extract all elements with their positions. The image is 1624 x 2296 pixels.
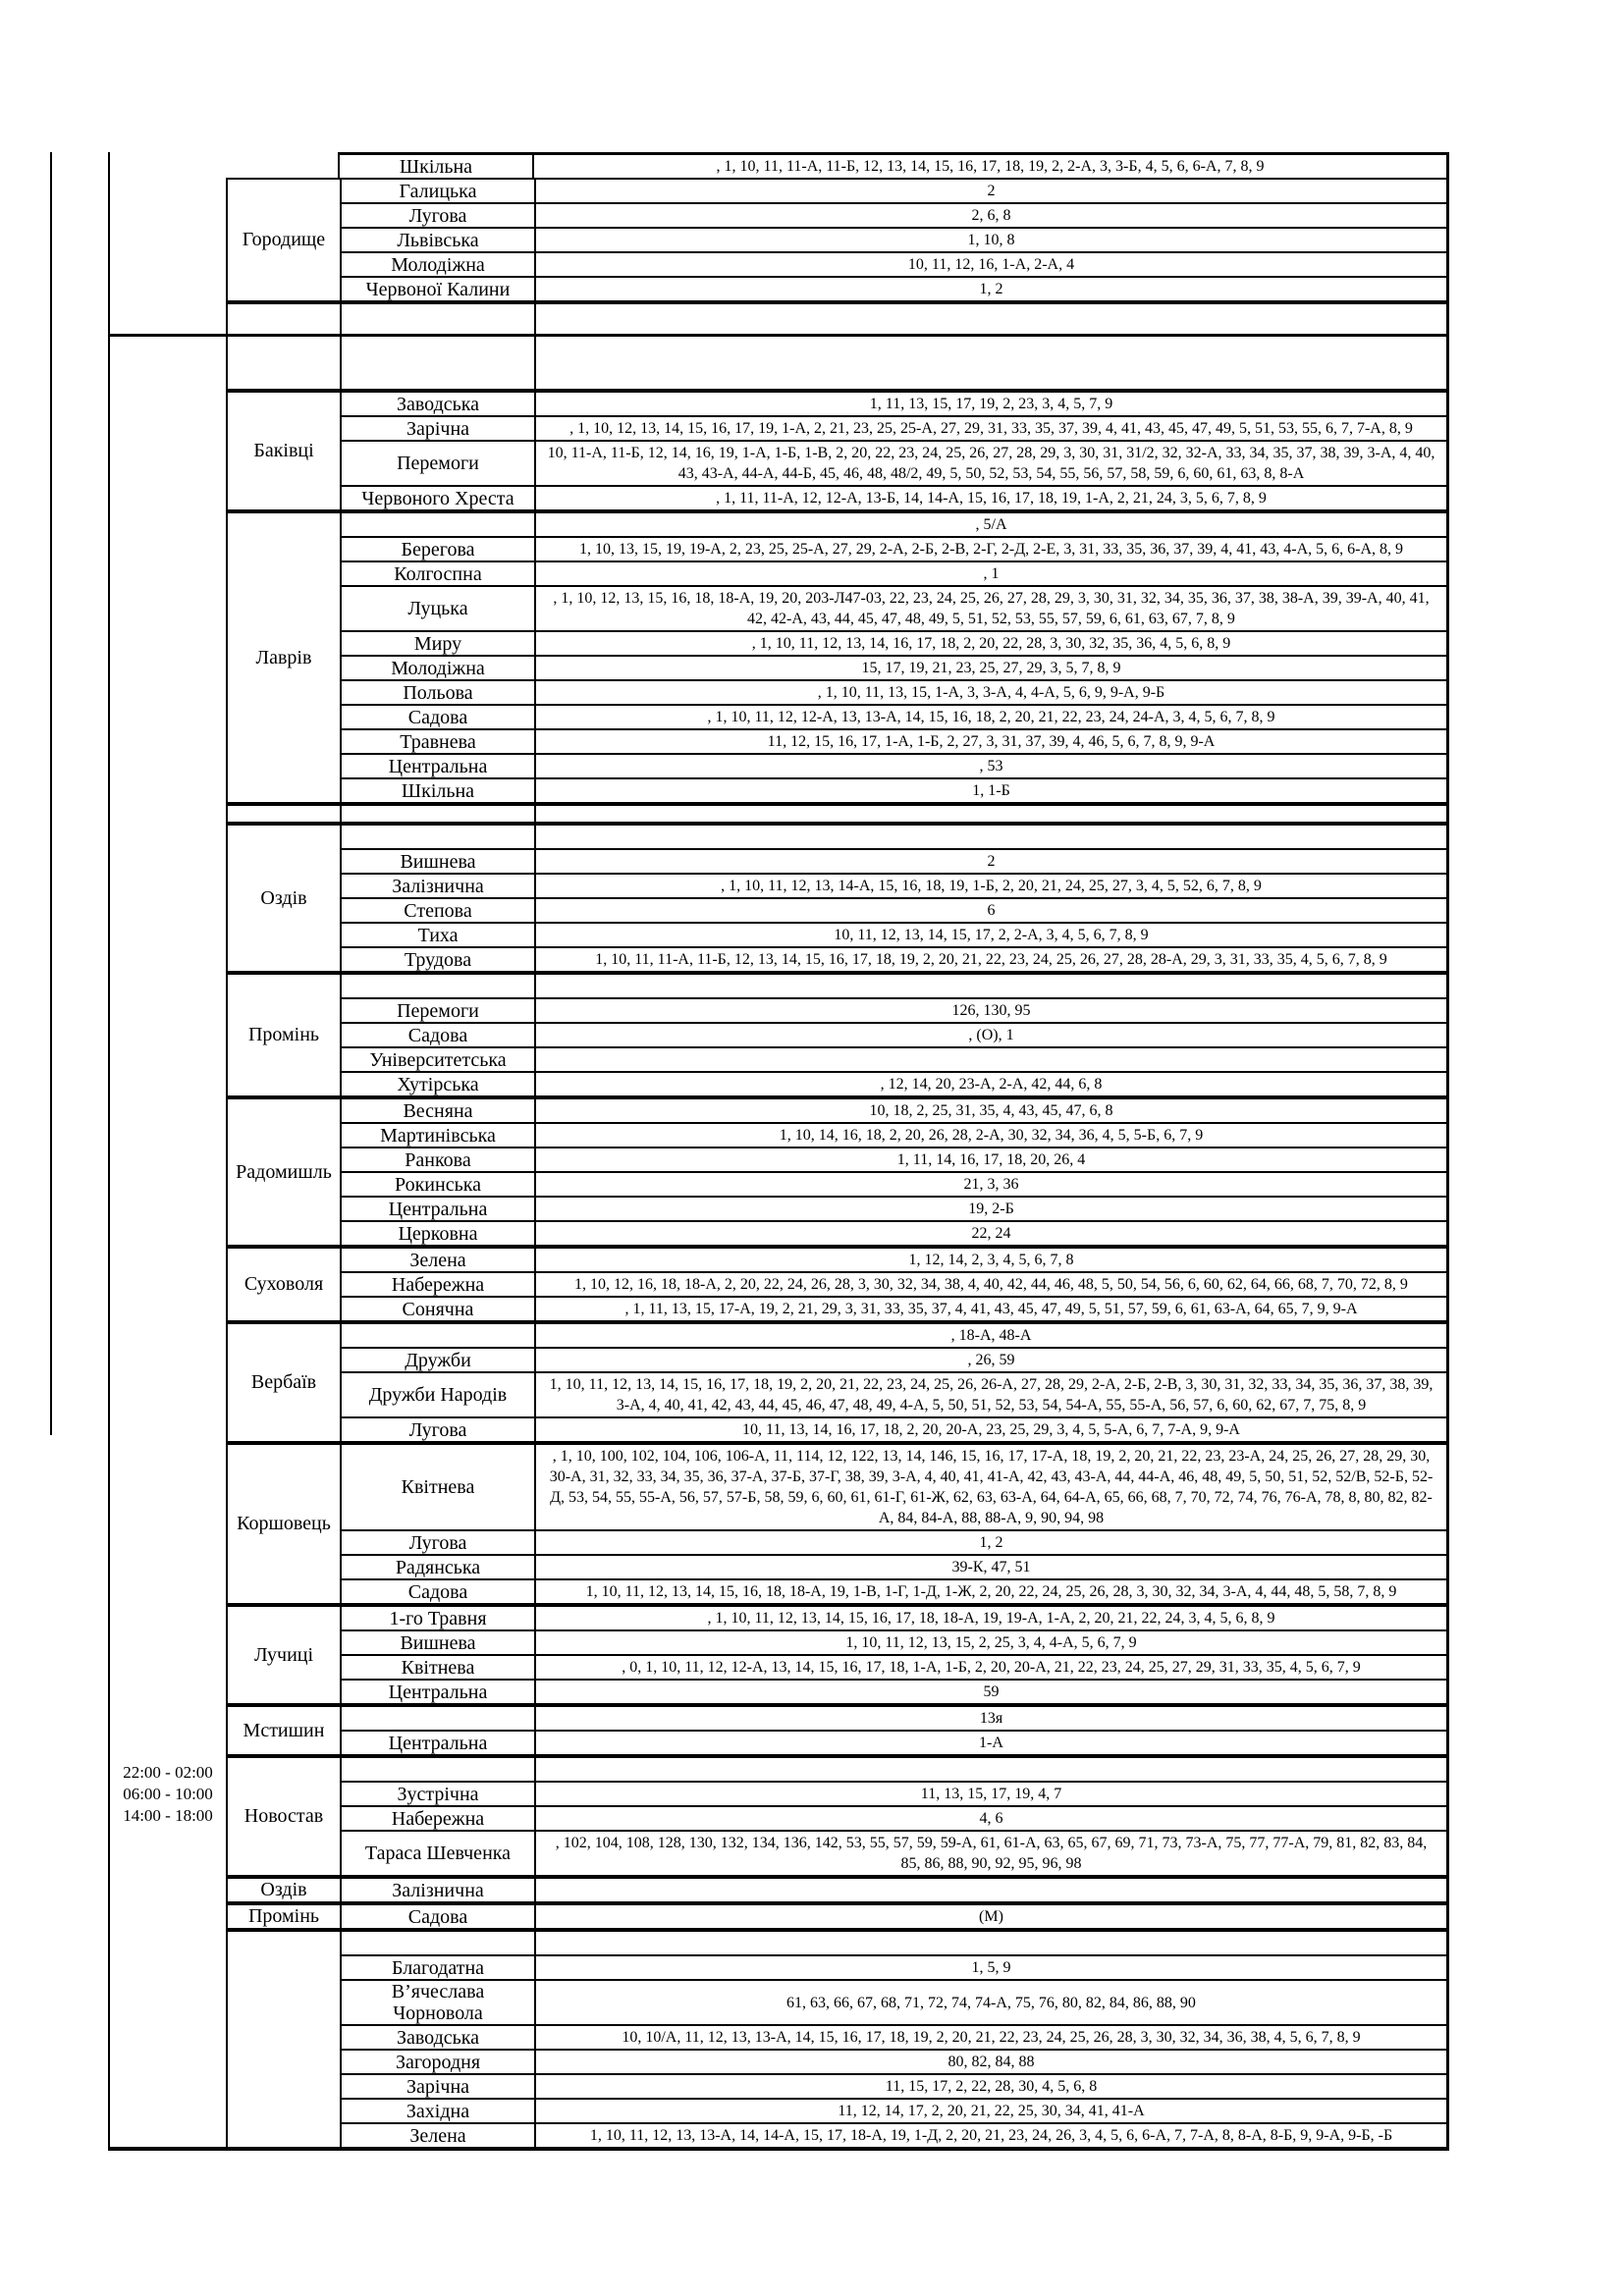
house-numbers-cell: 1, 10, 14, 16, 18, 2, 20, 26, 28, 2-А, 30, 32, 34, 36, 4, 5, 5-Б, 6, 7, 9	[779, 1127, 1204, 1144]
street-rows	[340, 152, 1446, 178]
house-numbers-cell: 2	[987, 183, 996, 199]
street-cell: Зустрічна	[342, 1783, 536, 1805]
street-cell: Дружби	[342, 1349, 536, 1371]
street-cell: Миру	[342, 632, 536, 655]
table-row	[342, 1981, 1446, 2026]
table-row	[342, 1073, 1446, 1095]
street-rows	[342, 806, 1446, 822]
table-row	[342, 681, 1446, 706]
table-row	[342, 417, 1446, 442]
street-rows	[342, 1879, 1446, 1901]
house-numbers-cell: 1, 10, 11, 12, 13, 14, 15, 16, 18, 18-А, 19, 1-В, 1-Г, 1-Д, 1-Ж, 2, 20, 22, 24, 25, 26, 28, 3, 30, 32, 34, 3-А, 4, 44, 48, 5, 58, 7, 8, 9	[585, 1583, 1397, 1600]
house-numbers-cell	[536, 1879, 1446, 1901]
street-rows	[342, 393, 1446, 509]
house-numbers-cell: , 1, 10, 100, 102, 104, 106, 106-А, 11, 114, 12, 122, 13, 14, 146, 15, 16, 17, 17-А, 18, 19, 2, 20, 21, 22, 23, 23-А, 24, 25, 26, 27, 28, 29, 30, 30-А, 31, 32, 33, 34, 35, 36, 37-А, 37-Б, 37-Г, 38, 39, 3-А, 4, 40, 41, 41-А, 42, 43, 43-А, 44, 44-А, 46, 48, 49, 5, 50, 51, 52, 52/В, 52-Б, 52-Д, 53, 54, 55, 55-А, 56, 57, 57-Б, 58, 59, 6, 60, 61, 61-Г, 61-Ж, 62, 63, 63-А, 64, 64-А, 65, 66, 68, 7, 70, 72, 74, 76, 76-А, 78, 8, 80, 82, 82-А, 84, 84-А, 88, 88-А, 9, 90, 94, 98	[549, 1448, 1434, 1526]
street-cell	[342, 826, 536, 848]
street-rows	[342, 180, 1446, 300]
house-numbers-cell: 11, 12, 15, 16, 17, 1-А, 1-Б, 2, 27, 3, 31, 37, 39, 4, 46, 5, 6, 7, 8, 9, 9-А	[767, 733, 1216, 750]
table-row	[342, 1222, 1446, 1245]
street-cell: Зарічна	[342, 417, 536, 440]
village-section	[226, 826, 1446, 975]
house-numbers-cell: 1, 10, 12, 16, 18, 18-А, 2, 20, 22, 24, 26, 28, 3, 30, 32, 34, 38, 4, 40, 42, 44, 46, 48, 5, 50, 54, 56, 6, 60, 62, 64, 66, 68, 7, 70, 72, 8, 9	[574, 1276, 1408, 1293]
house-numbers-cell: 21, 3, 36	[963, 1176, 1019, 1193]
street-cell: Львівська	[342, 229, 536, 251]
house-numbers-cell: , 12, 14, 20, 23-А, 2-А, 42, 44, 6, 8	[880, 1076, 1103, 1093]
house-numbers-cell: 1-А	[979, 1735, 1003, 1751]
village-section	[226, 1707, 1446, 1758]
table-row	[342, 1832, 1446, 1875]
house-numbers-cell: 22, 24	[971, 1225, 1011, 1242]
table-row	[342, 730, 1446, 755]
table-row	[342, 948, 1446, 971]
table-row	[342, 1249, 1446, 1273]
street-cell: Центральна	[342, 1198, 536, 1220]
time-slot-label: 22:00 - 02:00	[123, 1763, 213, 1782]
table-row	[342, 1099, 1446, 1124]
house-numbers-cell: 10, 11, 13, 14, 16, 17, 18, 2, 20, 20-А, 23, 25, 29, 3, 4, 5, 5-А, 6, 7, 7-А, 9, 9-А	[742, 1421, 1240, 1438]
street-rows	[342, 1249, 1446, 1320]
house-numbers-cell: 1, 10, 11, 12, 13, 14, 15, 16, 17, 18, 19, 2, 20, 21, 22, 23, 24, 25, 26, 26-А, 27, 28, 29, 2-А, 2-Б, 2-В, 3, 30, 31, 32, 33, 34, 35, 36, 37, 38, 39, 3-А, 4, 40, 41, 42, 43, 44, 45, 46, 47, 48, 49, 4-А, 5, 50, 51, 52, 53, 54, 54-А, 55, 55-А, 56, 57, 6, 60, 62, 67, 7, 75, 8, 9	[549, 1376, 1434, 1414]
street-cell: Благодатна	[342, 1956, 536, 1979]
street-cell: Вишнева	[342, 850, 536, 873]
street-cell: Садова	[342, 1905, 536, 1928]
left-column-border	[50, 152, 52, 1435]
village-cell	[226, 152, 340, 178]
street-cell: Колгоспна	[342, 562, 536, 585]
house-numbers-cell: , 1	[983, 565, 1000, 582]
street-cell	[342, 513, 536, 536]
village-section	[226, 180, 1446, 304]
street-cell: 1-го Травня	[342, 1607, 536, 1629]
house-numbers-cell: 1, 10, 13, 15, 19, 19-А, 2, 23, 25, 25-А, 27, 29, 2-А, 2-Б, 2-В, 2-Г, 2-Д, 2-Е, 3, 31, 33, 35, 36, 37, 39, 4, 41, 43, 4-А, 5, 6, 6-А, 8, 9	[578, 541, 1404, 558]
village-section	[226, 304, 1446, 393]
street-cell: Центральна	[342, 755, 536, 777]
street-rows	[342, 1445, 1446, 1603]
table-row	[342, 1707, 1446, 1732]
table-row	[342, 1048, 1446, 1073]
house-numbers-cell: 1, 10, 11, 11-А, 11-Б, 12, 13, 14, 15, 16, 17, 18, 19, 2, 20, 21, 22, 23, 24, 25, 26, 27, 28, 28-А, 29, 3, 31, 33, 35, 4, 5, 6, 7, 8, 9	[595, 951, 1387, 968]
table-row	[342, 850, 1446, 875]
table-row	[342, 204, 1446, 229]
table-row	[342, 1148, 1446, 1173]
street-cell: Польова	[342, 681, 536, 704]
house-numbers-cell: , 1, 10, 11, 11-А, 11-Б, 12, 13, 14, 15, 16, 17, 18, 19, 2, 2-А, 3, 3-Б, 4, 5, 6, 6-А, 7, 8, 9	[534, 152, 1446, 178]
house-numbers-cell: 11, 12, 14, 17, 2, 20, 21, 22, 25, 30, 34, 41, 41-А	[838, 2103, 1145, 2119]
house-numbers-cell: 1, 11, 13, 15, 17, 19, 2, 23, 3, 4, 5, 7, 9	[869, 396, 1113, 412]
house-numbers-cell	[536, 304, 1446, 389]
street-cell: Травнева	[342, 730, 536, 753]
table-row	[342, 1807, 1446, 1832]
street-cell: Садова	[342, 1024, 536, 1046]
time-slot-label: 06:00 - 10:00	[123, 1785, 213, 1803]
street-cell	[342, 1707, 536, 1730]
table-row	[342, 1783, 1446, 1807]
house-numbers-cell: 1, 10, 11, 12, 13, 15, 2, 25, 3, 4, 4-А, 5, 6, 7, 9	[845, 1634, 1137, 1651]
street-cell: Центральна	[342, 1681, 536, 1703]
street-cell	[342, 1324, 536, 1347]
table-row	[342, 1124, 1446, 1148]
street-cell: Степова	[342, 899, 536, 922]
house-numbers-cell	[536, 1932, 1446, 1954]
street-rows	[342, 1758, 1446, 1875]
table-row	[342, 180, 1446, 204]
table-row	[342, 1173, 1446, 1198]
house-numbers-cell	[536, 806, 1446, 822]
time-slot-column	[110, 152, 226, 2147]
street-cell: Зелена	[342, 2124, 536, 2147]
table-row	[342, 1556, 1446, 1580]
street-cell: Сонячна	[342, 1298, 536, 1320]
table-row	[342, 755, 1446, 779]
village-cell: Оздів	[226, 1879, 342, 1901]
house-numbers-cell: 4, 6	[979, 1810, 1003, 1827]
table-row	[342, 513, 1446, 538]
house-numbers-cell: , 1, 10, 11, 12, 12-А, 13, 13-А, 14, 15, 16, 18, 2, 20, 21, 22, 23, 24, 24-А, 3, 4, 5, 6, 7, 8, 9	[707, 709, 1275, 725]
table-row	[342, 1198, 1446, 1222]
house-numbers-cell: , 1, 11, 11-А, 12, 12-А, 13-Б, 14, 14-А, 15, 16, 17, 18, 19, 1-А, 2, 21, 24, 3, 5, 6, 7, 8, 9	[716, 490, 1267, 507]
street-cell: Квітнева	[342, 1445, 536, 1529]
table-row	[342, 2075, 1446, 2100]
time-group-divider	[110, 334, 1446, 337]
table-row	[342, 2051, 1446, 2075]
village-cell: Лучиці	[226, 1607, 342, 1703]
village-section	[226, 1758, 1446, 1879]
table-row	[342, 1758, 1446, 1783]
house-numbers-cell: 1, 5, 9	[971, 1959, 1011, 1976]
village-cell: Промінь	[226, 1905, 342, 1928]
time-slot-cell	[110, 1762, 226, 1827]
table-row	[342, 899, 1446, 924]
street-rows	[342, 1707, 1446, 1754]
street-cell	[342, 1932, 536, 1954]
street-cell: Мартинівська	[342, 1124, 536, 1147]
table-row	[342, 1349, 1446, 1373]
table-row	[342, 826, 1446, 850]
table-row	[342, 229, 1446, 253]
street-rows	[342, 1099, 1446, 1245]
house-numbers-cell: 1, 11, 14, 16, 17, 18, 20, 26, 4	[896, 1151, 1086, 1168]
outage-schedule-table	[108, 152, 1449, 2151]
street-cell: Центральна	[342, 1732, 536, 1754]
table-row	[342, 1418, 1446, 1441]
street-cell: Шкільна	[342, 779, 536, 802]
table-row	[342, 1956, 1446, 1981]
table-row	[342, 1681, 1446, 1703]
village-cell: Радомишль	[226, 1099, 342, 1245]
house-numbers-cell: 15, 17, 19, 21, 23, 25, 27, 29, 3, 5, 7, 8, 9	[861, 660, 1121, 676]
house-numbers-cell: 1, 10, 8	[967, 232, 1015, 248]
table-row	[342, 632, 1446, 657]
street-cell: Набережна	[342, 1807, 536, 1830]
street-cell: Церковна	[342, 1222, 536, 1245]
street-cell: Зарічна	[342, 2075, 536, 2098]
house-numbers-cell: 10, 11, 12, 16, 1-А, 2-А, 4	[907, 256, 1075, 273]
street-cell: Лугова	[342, 204, 536, 227]
table-row	[342, 1932, 1446, 1956]
street-cell: Червоної Калини	[342, 278, 536, 300]
table-row	[342, 924, 1446, 948]
house-numbers-cell: 2	[987, 853, 996, 870]
street-cell: Перемоги	[342, 999, 536, 1022]
street-cell: Дружби Народів	[342, 1373, 536, 1416]
table-row	[342, 999, 1446, 1024]
village-section	[226, 1932, 1446, 2147]
street-cell: Заводська	[342, 393, 536, 415]
table-row	[342, 1298, 1446, 1320]
street-cell: Садова	[342, 1580, 536, 1603]
street-rows	[342, 304, 1446, 389]
table-row	[342, 706, 1446, 730]
house-numbers-cell: (М)	[979, 1908, 1003, 1925]
house-numbers-cell: 80, 82, 84, 88	[947, 2054, 1035, 2070]
street-cell	[342, 304, 536, 389]
village-section	[226, 152, 1446, 180]
street-cell: Хутірська	[342, 1073, 536, 1095]
table-row	[342, 975, 1446, 999]
house-numbers-cell	[536, 1048, 1446, 1071]
house-numbers-cell: 10, 10/А, 11, 12, 13, 13-А, 14, 15, 16, 17, 18, 19, 2, 20, 21, 22, 23, 24, 25, 26, 28, 3, 30, 32, 34, 36, 38, 4, 5, 6, 7, 8, 9	[622, 2029, 1361, 2046]
house-numbers-cell: 11, 13, 15, 17, 19, 4, 7	[920, 1786, 1062, 1802]
table-row	[342, 1656, 1446, 1681]
table-row	[342, 304, 1446, 389]
table-row	[342, 2026, 1446, 2051]
village-cell: Мстишин	[226, 1707, 342, 1754]
street-cell: Трудова	[342, 948, 536, 971]
table-row	[342, 562, 1446, 587]
street-cell: Шкільна	[340, 152, 534, 178]
house-numbers-cell: , 0, 1, 10, 11, 12, 12-А, 13, 14, 15, 16, 17, 18, 1-А, 1-Б, 2, 20, 20-А, 21, 22, 23, 24, 25, 27, 29, 31, 33, 35, 4, 5, 6, 7, 9	[622, 1659, 1361, 1676]
house-numbers-cell: , 1, 10, 11, 12, 13, 14-А, 15, 16, 18, 19, 1-Б, 2, 20, 21, 24, 25, 27, 3, 4, 5, 52, 6, 7, 8, 9	[721, 878, 1262, 894]
street-rows	[342, 1324, 1446, 1441]
street-cell: Західна	[342, 2100, 536, 2122]
house-numbers-cell: 39-К, 47, 51	[951, 1559, 1031, 1575]
house-numbers-cell	[536, 975, 1446, 997]
house-numbers-cell: , 1, 10, 12, 13, 14, 15, 16, 17, 19, 1-А, 2, 21, 23, 25, 25-А, 27, 29, 31, 33, 35, 37, 39, 4, 41, 43, 45, 47, 49, 5, 51, 53, 55, 6, 7, 7-А, 8, 9	[569, 420, 1413, 437]
street-cell: Молодіжна	[342, 657, 536, 679]
table-row	[342, 1631, 1446, 1656]
house-numbers-cell: 10, 18, 2, 25, 31, 35, 4, 43, 45, 47, 6, 8	[869, 1102, 1113, 1119]
table-row	[340, 152, 1446, 178]
village-cell: Лаврів	[226, 513, 342, 802]
house-numbers-cell	[536, 826, 1446, 848]
street-cell: Тараса Шевченка	[342, 1832, 536, 1875]
table-row	[342, 587, 1446, 632]
table-row	[342, 779, 1446, 802]
street-rows	[342, 513, 1446, 802]
street-cell: Залізнична	[342, 1879, 536, 1901]
table-row	[342, 442, 1446, 487]
house-numbers-cell: , 5/А	[975, 516, 1007, 533]
street-cell: В’ячеслава Чорновола	[342, 1981, 536, 2024]
house-numbers-cell: 10, 11, 12, 13, 14, 15, 17, 2, 2-А, 3, 4, 5, 6, 7, 8, 9	[834, 927, 1149, 943]
street-rows	[342, 975, 1446, 1095]
street-cell: Вишнева	[342, 1631, 536, 1654]
street-cell: Галицька	[342, 180, 536, 202]
table-row	[342, 1373, 1446, 1418]
table-row	[342, 278, 1446, 300]
street-rows	[342, 1607, 1446, 1703]
table-row	[342, 538, 1446, 562]
house-numbers-cell: 13я	[979, 1710, 1003, 1727]
house-numbers-cell: 59	[983, 1683, 1000, 1700]
table-row	[342, 1445, 1446, 1531]
table-sections	[226, 152, 1446, 2147]
house-numbers-cell: , 1, 10, 11, 12, 13, 14, 15, 16, 17, 18, 18-А, 19, 19-А, 1-А, 2, 20, 21, 22, 24, 3, 4, 5, 6, 8, 9	[707, 1610, 1275, 1627]
house-numbers-cell: 1, 2	[979, 281, 1003, 297]
time-slot-label: 14:00 - 18:00	[123, 1806, 213, 1825]
street-cell: Перемоги	[342, 442, 536, 485]
street-cell: Заводська	[342, 2026, 536, 2049]
street-cell	[342, 806, 536, 822]
table-row	[342, 806, 1446, 822]
house-numbers-cell: , (О), 1	[968, 1027, 1014, 1043]
street-cell: Набережна	[342, 1273, 536, 1296]
street-cell: Садова	[342, 706, 536, 728]
village-cell: Коршовець	[226, 1445, 342, 1603]
house-numbers-cell: 1, 1-Б	[972, 782, 1010, 799]
house-numbers-cell: , 1, 10, 12, 13, 15, 16, 18, 18-А, 19, 20, 203-Л47-03, 22, 23, 24, 25, 26, 27, 28, 29, 3, 30, 31, 32, 34, 35, 36, 37, 38, 38-А, 39, 39-А, 40, 41, 42, 42-А, 43, 44, 45, 47, 48, 49, 5, 51, 52, 53, 55, 57, 59, 6, 61, 63, 67, 7, 8, 9	[553, 590, 1430, 627]
house-numbers-cell: 61, 63, 66, 67, 68, 71, 72, 74, 74-А, 75, 76, 80, 82, 84, 86, 88, 90	[786, 1994, 1196, 2011]
village-section	[226, 1324, 1446, 1445]
street-cell: Луцька	[342, 587, 536, 630]
street-cell: Зелена	[342, 1249, 536, 1271]
table-row	[342, 487, 1446, 509]
house-numbers-cell: , 102, 104, 108, 128, 130, 132, 134, 136, 142, 53, 55, 57, 59, 59-А, 61, 61-А, 63, 65, 67, 69, 71, 73, 73-А, 75, 77, 77-А, 79, 81, 82, 83, 84, 85, 86, 88, 90, 92, 95, 96, 98	[555, 1835, 1428, 1872]
street-cell: Лугова	[342, 1531, 536, 1554]
house-numbers-cell: 6	[987, 902, 996, 919]
table-row	[342, 1607, 1446, 1631]
street-cell: Залізнична	[342, 875, 536, 897]
village-section	[226, 513, 1446, 806]
village-cell	[226, 1932, 342, 2147]
house-numbers-cell: , 18-А, 48-А	[950, 1327, 1032, 1344]
village-section	[226, 1445, 1446, 1607]
house-numbers-cell: 1, 2	[979, 1534, 1003, 1551]
table-row	[342, 1324, 1446, 1349]
house-numbers-cell	[536, 1758, 1446, 1781]
village-cell	[226, 304, 342, 389]
house-numbers-cell: 126, 130, 95	[951, 1002, 1031, 1019]
table-row	[342, 1273, 1446, 1298]
table-row	[342, 1580, 1446, 1603]
street-cell: Університетська	[342, 1048, 536, 1071]
house-numbers-cell: 1, 10, 11, 12, 13, 13-А, 14, 14-А, 15, 17, 18-А, 19, 1-Д, 2, 20, 21, 23, 24, 26, 3, 4, 5, 6, 6-А, 7, 7-А, 8, 8-А, 8-Б, 9, 9-А, 9-Б, -Б	[589, 2127, 1393, 2144]
village-cell: Суховоля	[226, 1249, 342, 1320]
village-cell: Новостав	[226, 1758, 342, 1875]
house-numbers-cell: 10, 11-А, 11-Б, 12, 14, 16, 19, 1-А, 1-Б, 1-В, 2, 20, 22, 23, 24, 25, 26, 27, 28, 29, 3, 30, 31, 31/2, 32, 32-А, 33, 34, 35, 37, 38, 39, 3-А, 4, 40, 43, 43-А, 44-А, 44-Б, 45, 46, 48, 48/2, 49, 5, 50, 52, 53, 54, 55, 56, 57, 58, 59, 6, 60, 61, 63, 8, 8-А	[547, 445, 1435, 482]
street-rows	[342, 826, 1446, 971]
street-cell: Радянська	[342, 1556, 536, 1578]
village-cell: Промінь	[226, 975, 342, 1095]
street-cell: Лугова	[342, 1418, 536, 1441]
street-rows	[342, 1905, 1446, 1928]
table-row	[342, 1024, 1446, 1048]
village-section	[226, 806, 1446, 826]
street-cell: Червоного Хреста	[342, 487, 536, 509]
table-row	[342, 1732, 1446, 1754]
village-cell	[226, 806, 342, 822]
house-numbers-cell: 19, 2-Б	[968, 1201, 1014, 1217]
table-row	[342, 2100, 1446, 2124]
table-row	[342, 1531, 1446, 1556]
street-cell: Тиха	[342, 924, 536, 946]
village-cell: Городище	[226, 180, 342, 300]
street-cell: Рокинська	[342, 1173, 536, 1196]
street-cell: Квітнева	[342, 1656, 536, 1679]
table-row	[342, 253, 1446, 278]
house-numbers-cell: , 26, 59	[967, 1352, 1015, 1368]
street-cell	[342, 1758, 536, 1781]
house-numbers-cell: , 53	[979, 758, 1003, 774]
village-cell: Оздів	[226, 826, 342, 971]
village-cell: Вербаїв	[226, 1324, 342, 1441]
table-row	[342, 1879, 1446, 1901]
house-numbers-cell: 11, 15, 17, 2, 22, 28, 30, 4, 5, 6, 8	[885, 2078, 1098, 2095]
table-row	[342, 2124, 1446, 2147]
village-section	[226, 1879, 1446, 1905]
village-section	[226, 975, 1446, 1099]
village-section	[226, 1905, 1446, 1932]
table-row	[342, 657, 1446, 681]
house-numbers-cell: 2, 6, 8	[971, 207, 1011, 224]
street-rows	[342, 1932, 1446, 2147]
house-numbers-cell: , 1, 10, 11, 12, 13, 14, 16, 17, 18, 2, 20, 22, 28, 3, 30, 32, 35, 36, 4, 5, 6, 8, 9	[751, 635, 1231, 652]
table-row	[342, 393, 1446, 417]
house-numbers-cell: , 1, 10, 11, 13, 15, 1-А, 3, 3-А, 4, 4-А, 5, 6, 9, 9-А, 9-Б	[817, 684, 1165, 701]
village-section	[226, 1099, 1446, 1249]
street-cell: Весняна	[342, 1099, 536, 1122]
street-cell: Загородня	[342, 2051, 536, 2073]
village-cell: Баківці	[226, 393, 342, 509]
table-row	[342, 875, 1446, 899]
village-section	[226, 1249, 1446, 1324]
street-cell: Берегова	[342, 538, 536, 561]
street-cell	[342, 975, 536, 997]
house-numbers-cell: , 1, 11, 13, 15, 17-А, 19, 2, 21, 29, 3, 31, 33, 35, 37, 4, 41, 43, 45, 47, 49, 5, 51, 57, 59, 6, 61, 63-А, 64, 65, 7, 9, 9-А	[624, 1301, 1358, 1317]
house-numbers-cell: 1, 12, 14, 2, 3, 4, 5, 6, 7, 8	[908, 1252, 1074, 1268]
street-cell: Ранкова	[342, 1148, 536, 1171]
table-row	[342, 1905, 1446, 1928]
village-section	[226, 393, 1446, 513]
village-section	[226, 1607, 1446, 1707]
street-cell: Молодіжна	[342, 253, 536, 276]
